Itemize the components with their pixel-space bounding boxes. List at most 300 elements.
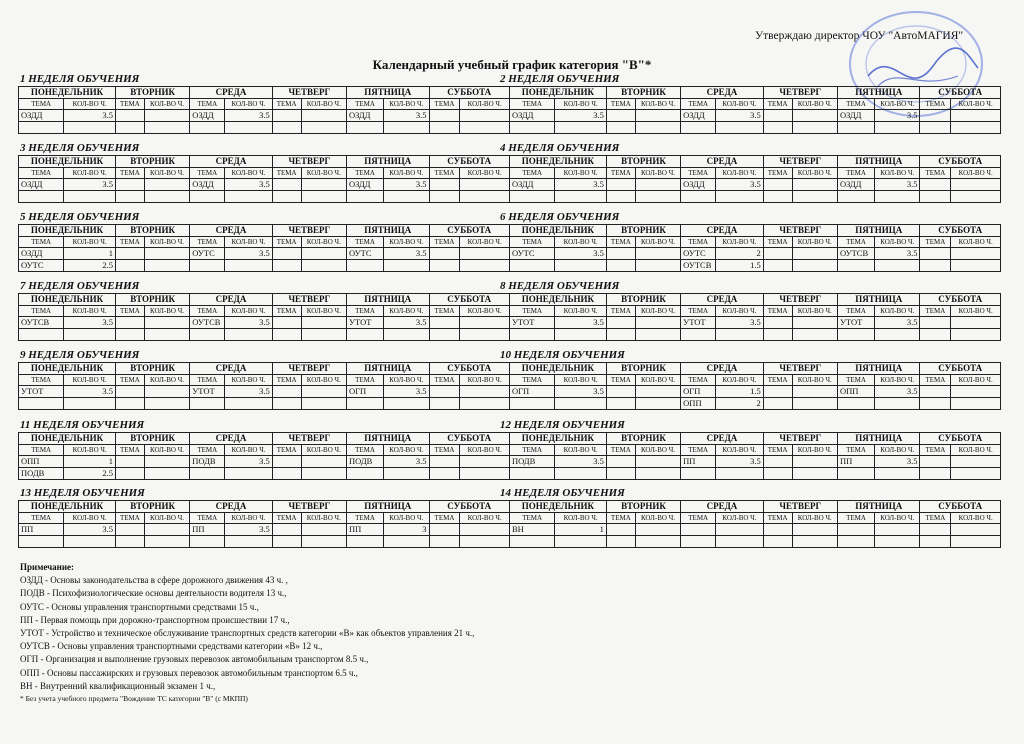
hours-cell	[951, 122, 1001, 134]
topic-cell: ПОДВ	[19, 468, 64, 480]
hours-cell	[792, 386, 837, 398]
hours-cell	[792, 468, 837, 480]
hours-cell	[792, 329, 837, 341]
day-header: СУББОТА	[920, 501, 1001, 513]
col-topic-header: ТЕМА	[606, 375, 635, 386]
hours-cell	[225, 122, 272, 134]
col-topic-header: ТЕМА	[429, 375, 460, 386]
col-topic-header: ТЕМА	[19, 306, 64, 317]
day-header: ПОНЕДЕЛЬНИК	[509, 433, 606, 445]
topic-cell	[606, 260, 635, 272]
hours-cell	[144, 524, 189, 536]
hours-cell	[225, 329, 272, 341]
hours-cell: 1.5	[716, 386, 763, 398]
topic-cell	[115, 260, 144, 272]
col-hours-header: КОЛ-ВО Ч.	[635, 237, 680, 248]
hours-cell	[635, 179, 680, 191]
col-hours-header: КОЛ-ВО Ч.	[555, 375, 607, 386]
hours-cell	[301, 386, 346, 398]
day-header: ПОНЕДЕЛЬНИК	[509, 156, 606, 168]
hours-cell	[301, 248, 346, 260]
col-topic-header: ТЕМА	[920, 306, 951, 317]
hours-cell	[301, 110, 346, 122]
day-header: ЧЕТВЕРГ	[763, 501, 837, 513]
hours-cell	[635, 456, 680, 468]
col-hours-header: КОЛ-ВО Ч.	[144, 99, 189, 110]
day-header: ПОНЕДЕЛЬНИК	[19, 156, 116, 168]
schedule-table	[18, 86, 1001, 134]
schedule-table	[18, 500, 1001, 548]
col-hours-header: КОЛ-ВО Ч.	[875, 375, 920, 386]
topic-cell: ОЗДД	[837, 179, 874, 191]
hours-cell	[792, 536, 837, 548]
hours-cell	[635, 260, 680, 272]
col-topic-header: ТЕМА	[346, 445, 383, 456]
topic-cell	[429, 260, 460, 272]
col-hours-header: КОЛ-ВО Ч.	[875, 445, 920, 456]
hours-cell	[460, 524, 510, 536]
col-topic-header: ТЕМА	[115, 375, 144, 386]
day-header: ПЯТНИЦА	[346, 294, 429, 306]
col-hours-header: КОЛ-ВО Ч.	[951, 445, 1001, 456]
hours-cell: 3.5	[225, 110, 272, 122]
topic-cell	[920, 524, 951, 536]
topic-cell: ВН	[509, 524, 554, 536]
hours-cell	[460, 191, 510, 203]
hours-cell	[716, 191, 763, 203]
col-hours-header: КОЛ-ВО Ч.	[460, 445, 510, 456]
topic-cell: ОЗДД	[190, 110, 225, 122]
col-hours-header: КОЛ-ВО Ч.	[716, 99, 763, 110]
week-label: 2 НЕДЕЛЯ ОБУЧЕНИЯ	[500, 73, 620, 85]
hours-cell: 3.5	[555, 179, 607, 191]
topic-cell	[190, 468, 225, 480]
hours-cell	[301, 536, 346, 548]
hours-cell	[635, 398, 680, 410]
day-header: ПОНЕДЕЛЬНИК	[509, 363, 606, 375]
week-label: 5 НЕДЕЛЯ ОБУЧЕНИЯ	[20, 211, 140, 223]
topic-cell	[115, 191, 144, 203]
day-header: СРЕДА	[681, 87, 764, 99]
topic-cell	[509, 191, 554, 203]
topic-cell	[606, 456, 635, 468]
day-header: ЧЕТВЕРГ	[272, 433, 346, 445]
col-topic-header: ТЕМА	[115, 237, 144, 248]
col-hours-header: КОЛ-ВО Ч.	[384, 445, 429, 456]
topic-cell	[429, 122, 460, 134]
col-topic-header: ТЕМА	[429, 168, 460, 179]
col-hours-header: КОЛ-ВО Ч.	[460, 375, 510, 386]
topic-cell	[606, 122, 635, 134]
col-topic-header: ТЕМА	[115, 99, 144, 110]
topic-cell	[920, 260, 951, 272]
day-header: ПЯТНИЦА	[346, 225, 429, 237]
topic-cell	[19, 122, 64, 134]
topic-cell: ОЗДД	[681, 179, 716, 191]
col-hours-header: КОЛ-ВО Ч.	[792, 375, 837, 386]
topic-cell	[429, 456, 460, 468]
col-topic-header: ТЕМА	[19, 99, 64, 110]
day-header: ЧЕТВЕРГ	[763, 294, 837, 306]
topic-cell	[272, 317, 301, 329]
topic-cell	[509, 536, 554, 548]
col-hours-header: КОЛ-ВО Ч.	[144, 513, 189, 524]
hours-cell	[384, 329, 429, 341]
col-topic-header: ТЕМА	[115, 168, 144, 179]
hours-cell	[716, 524, 763, 536]
hours-cell	[144, 110, 189, 122]
hours-cell	[384, 536, 429, 548]
hours-cell	[144, 398, 189, 410]
hours-cell: 3.5	[225, 386, 272, 398]
col-topic-header: ТЕМА	[429, 445, 460, 456]
hours-cell	[635, 524, 680, 536]
topic-cell	[115, 456, 144, 468]
hours-cell	[875, 468, 920, 480]
col-topic-header: ТЕМА	[681, 513, 716, 524]
week-label: 14 НЕДЕЛЯ ОБУЧЕНИЯ	[500, 487, 625, 499]
topic-cell	[606, 386, 635, 398]
topic-cell	[681, 329, 716, 341]
topic-cell	[19, 329, 64, 341]
hours-cell	[64, 191, 116, 203]
day-header: ПЯТНИЦА	[346, 433, 429, 445]
day-header: СРЕДА	[681, 294, 764, 306]
topic-cell: ПОДВ	[346, 456, 383, 468]
topic-cell	[346, 536, 383, 548]
topic-cell: ОУТС	[190, 248, 225, 260]
col-hours-header: КОЛ-ВО Ч.	[635, 375, 680, 386]
hours-cell	[384, 191, 429, 203]
col-topic-header: ТЕМА	[429, 99, 460, 110]
topic-cell	[763, 110, 792, 122]
hours-cell	[144, 386, 189, 398]
col-hours-header: КОЛ-ВО Ч.	[64, 168, 116, 179]
hours-cell	[555, 398, 607, 410]
col-hours-header: КОЛ-ВО Ч.	[144, 306, 189, 317]
col-topic-header: ТЕМА	[19, 513, 64, 524]
topic-cell	[429, 191, 460, 203]
topic-cell: ОУТС	[19, 260, 64, 272]
col-hours-header: КОЛ-ВО Ч.	[225, 237, 272, 248]
col-topic-header: ТЕМА	[681, 99, 716, 110]
topic-cell: ОЗДД	[19, 179, 64, 191]
hours-cell	[144, 179, 189, 191]
hours-cell	[225, 191, 272, 203]
hours-cell	[460, 386, 510, 398]
topic-cell	[837, 536, 874, 548]
hours-cell	[716, 536, 763, 548]
note-item: ОУТСВ - Основы управления транспортными средствами категории «В» 12 ч.,	[20, 641, 323, 652]
topic-cell	[837, 122, 874, 134]
hours-cell: 2	[716, 398, 763, 410]
col-hours-header: КОЛ-ВО Ч.	[64, 375, 116, 386]
topic-cell	[681, 122, 716, 134]
col-hours-header: КОЛ-ВО Ч.	[555, 306, 607, 317]
topic-cell: ОЗДД	[346, 110, 383, 122]
topic-cell	[429, 179, 460, 191]
week-label: 11 НЕДЕЛЯ ОБУЧЕНИЯ	[20, 419, 145, 431]
topic-cell	[115, 179, 144, 191]
col-topic-header: ТЕМА	[190, 168, 225, 179]
hours-cell: 3.5	[225, 456, 272, 468]
topic-cell	[606, 191, 635, 203]
col-hours-header: КОЛ-ВО Ч.	[555, 513, 607, 524]
day-header: ЧЕТВЕРГ	[272, 363, 346, 375]
col-topic-header: ТЕМА	[837, 168, 874, 179]
topic-cell	[920, 179, 951, 191]
col-topic-header: ТЕМА	[606, 445, 635, 456]
week-label: 1 НЕДЕЛЯ ОБУЧЕНИЯ	[20, 73, 140, 85]
note-item: ВН - Внутренний квалификационный экзамен 1 ч.,	[20, 680, 216, 691]
hours-cell	[951, 110, 1001, 122]
day-header: ЧЕТВЕРГ	[763, 156, 837, 168]
footnote: * Без учета учебного предмета "Вождение ТС категории "В" (с МКПП)	[20, 694, 248, 704]
hours-cell	[460, 179, 510, 191]
topic-cell: ОПП	[681, 398, 716, 410]
topic-cell: ОУТС	[346, 248, 383, 260]
hours-cell	[635, 191, 680, 203]
hours-cell: 3.5	[64, 386, 116, 398]
topic-cell	[346, 191, 383, 203]
col-topic-header: ТЕМА	[606, 237, 635, 248]
day-header: ПОНЕДЕЛЬНИК	[509, 294, 606, 306]
day-header: ПЯТНИЦА	[837, 363, 920, 375]
col-topic-header: ТЕМА	[509, 445, 554, 456]
hours-cell: 3.5	[716, 456, 763, 468]
hours-cell	[792, 248, 837, 260]
day-header: СРЕДА	[681, 225, 764, 237]
topic-cell: ПП	[190, 524, 225, 536]
topic-cell	[606, 110, 635, 122]
col-topic-header: ТЕМА	[429, 237, 460, 248]
col-hours-header: КОЛ-ВО Ч.	[555, 237, 607, 248]
hours-cell	[555, 122, 607, 134]
col-topic-header: ТЕМА	[763, 306, 792, 317]
hours-cell: 2.5	[64, 260, 116, 272]
week-label: 6 НЕДЕЛЯ ОБУЧЕНИЯ	[500, 211, 620, 223]
day-header: СРЕДА	[190, 87, 273, 99]
hours-cell	[460, 398, 510, 410]
col-hours-header: КОЛ-ВО Ч.	[716, 237, 763, 248]
day-header: ПЯТНИЦА	[837, 433, 920, 445]
hours-cell	[635, 386, 680, 398]
hours-cell	[144, 248, 189, 260]
topic-cell	[920, 110, 951, 122]
day-header: ПОНЕДЕЛЬНИК	[509, 225, 606, 237]
topic-cell	[115, 248, 144, 260]
topic-cell: УТОТ	[19, 386, 64, 398]
topic-cell	[115, 122, 144, 134]
hours-cell: 3.5	[225, 179, 272, 191]
day-header: ПОНЕДЕЛЬНИК	[19, 87, 116, 99]
col-topic-header: ТЕМА	[190, 375, 225, 386]
hours-cell	[301, 179, 346, 191]
topic-cell	[272, 398, 301, 410]
hours-cell	[460, 329, 510, 341]
day-header: ВТОРНИК	[606, 225, 680, 237]
col-topic-header: ТЕМА	[190, 445, 225, 456]
note-item: ОЗДД - Основы законодательства в сфере дорожного движения 43 ч. ,	[20, 575, 288, 586]
hours-cell: 3.5	[384, 248, 429, 260]
week-label: 10 НЕДЕЛЯ ОБУЧЕНИЯ	[500, 349, 625, 361]
day-header: ЧЕТВЕРГ	[272, 501, 346, 513]
topic-cell: ОЗДД	[509, 179, 554, 191]
hours-cell	[460, 122, 510, 134]
hours-cell	[635, 110, 680, 122]
topic-cell	[429, 110, 460, 122]
hours-cell: 3.5	[555, 317, 607, 329]
topic-cell	[837, 524, 874, 536]
col-topic-header: ТЕМА	[920, 237, 951, 248]
topic-cell: ОГП	[681, 386, 716, 398]
hours-cell	[384, 398, 429, 410]
col-hours-header: КОЛ-ВО Ч.	[792, 513, 837, 524]
note-item: УТОТ - Устройство и техническое обслуживание транспортных средств категории «В» как объектов управления 21 ч.,	[20, 628, 475, 639]
hours-cell	[792, 456, 837, 468]
col-hours-header: КОЛ-ВО Ч.	[716, 445, 763, 456]
topic-cell	[606, 317, 635, 329]
col-topic-header: ТЕМА	[681, 168, 716, 179]
hours-cell: 3.5	[225, 317, 272, 329]
day-header: СУББОТА	[429, 87, 509, 99]
hours-cell: 2.5	[64, 468, 116, 480]
hours-cell: 3.5	[716, 179, 763, 191]
topic-cell: ОПП	[837, 386, 874, 398]
day-header: ВТОРНИК	[606, 156, 680, 168]
topic-cell	[272, 536, 301, 548]
day-header: ПОНЕДЕЛЬНИК	[509, 501, 606, 513]
topic-cell	[509, 122, 554, 134]
topic-cell	[763, 468, 792, 480]
hours-cell	[144, 122, 189, 134]
topic-cell	[681, 468, 716, 480]
topic-cell: ПП	[19, 524, 64, 536]
topic-cell: УТОТ	[346, 317, 383, 329]
day-header: СРЕДА	[190, 501, 273, 513]
week-label: 4 НЕДЕЛЯ ОБУЧЕНИЯ	[500, 142, 620, 154]
topic-cell	[509, 468, 554, 480]
topic-cell: УТОТ	[509, 317, 554, 329]
topic-cell	[606, 468, 635, 480]
topic-cell: ОЗДД	[190, 179, 225, 191]
col-topic-header: ТЕМА	[19, 237, 64, 248]
col-topic-header: ТЕМА	[509, 306, 554, 317]
col-hours-header: КОЛ-ВО Ч.	[716, 375, 763, 386]
topic-cell	[920, 386, 951, 398]
hours-cell: 3.5	[64, 524, 116, 536]
hours-cell: 3.5	[875, 248, 920, 260]
day-header: ЧЕТВЕРГ	[272, 87, 346, 99]
note-item: ПП - Первая помощь при дорожно-транспортном происшествии 17 ч.,	[20, 614, 290, 625]
hours-cell: 3.5	[384, 179, 429, 191]
col-topic-header: ТЕМА	[837, 99, 874, 110]
day-header: ПОНЕДЕЛЬНИК	[19, 501, 116, 513]
col-topic-header: ТЕМА	[346, 306, 383, 317]
col-topic-header: ТЕМА	[346, 99, 383, 110]
topic-cell	[346, 329, 383, 341]
col-topic-header: ТЕМА	[681, 306, 716, 317]
col-hours-header: КОЛ-ВО Ч.	[716, 168, 763, 179]
col-topic-header: ТЕМА	[606, 99, 635, 110]
topic-cell	[837, 468, 874, 480]
col-hours-header: КОЛ-ВО Ч.	[225, 99, 272, 110]
day-header: ВТОРНИК	[606, 87, 680, 99]
topic-cell	[190, 329, 225, 341]
topic-cell	[606, 248, 635, 260]
topic-cell	[429, 468, 460, 480]
hours-cell	[301, 329, 346, 341]
col-topic-header: ТЕМА	[920, 168, 951, 179]
col-topic-header: ТЕМА	[763, 513, 792, 524]
col-hours-header: КОЛ-ВО Ч.	[64, 445, 116, 456]
note-item: ПОДВ - Психофизиологические основы деятельности водителя 13 ч.,	[20, 588, 287, 599]
day-header: ВТОРНИК	[606, 501, 680, 513]
day-header: ВТОРНИК	[115, 87, 189, 99]
day-header: ПЯТНИЦА	[346, 156, 429, 168]
col-hours-header: КОЛ-ВО Ч.	[225, 445, 272, 456]
col-topic-header: ТЕМА	[681, 375, 716, 386]
hours-cell	[301, 122, 346, 134]
hours-cell	[384, 260, 429, 272]
col-hours-header: КОЛ-ВО Ч.	[635, 168, 680, 179]
hours-cell: 3.5	[555, 386, 607, 398]
topic-cell	[19, 536, 64, 548]
col-topic-header: ТЕМА	[272, 375, 301, 386]
hours-cell	[716, 329, 763, 341]
schedule-table	[18, 224, 1001, 272]
col-hours-header: КОЛ-ВО Ч.	[875, 306, 920, 317]
hours-cell	[951, 317, 1001, 329]
col-hours-header: КОЛ-ВО Ч.	[951, 306, 1001, 317]
hours-cell	[301, 524, 346, 536]
hours-cell	[225, 536, 272, 548]
day-header: ЧЕТВЕРГ	[272, 225, 346, 237]
notes-section	[20, 561, 474, 704]
hours-cell	[144, 468, 189, 480]
day-header: ВТОРНИК	[115, 294, 189, 306]
day-header: СУББОТА	[429, 225, 509, 237]
hours-cell	[384, 468, 429, 480]
topic-cell	[681, 191, 716, 203]
topic-cell	[429, 248, 460, 260]
topic-cell: ОГП	[346, 386, 383, 398]
col-hours-header: КОЛ-ВО Ч.	[460, 513, 510, 524]
hours-cell: 1	[64, 456, 116, 468]
day-header: ПЯТНИЦА	[346, 501, 429, 513]
hours-cell: 3.5	[875, 179, 920, 191]
document-title: Календарный учебный график категория "B"*	[372, 57, 652, 72]
hours-cell: 2	[716, 248, 763, 260]
week-label: 12 НЕДЕЛЯ ОБУЧЕНИЯ	[500, 419, 625, 431]
col-hours-header: КОЛ-ВО Ч.	[555, 168, 607, 179]
topic-cell	[681, 536, 716, 548]
col-hours-header: КОЛ-ВО Ч.	[555, 445, 607, 456]
hours-cell	[951, 536, 1001, 548]
col-topic-header: ТЕМА	[509, 99, 554, 110]
col-hours-header: КОЛ-ВО Ч.	[460, 306, 510, 317]
col-topic-header: ТЕМА	[272, 513, 301, 524]
day-header: ВТОРНИК	[606, 294, 680, 306]
day-header: ПОНЕДЕЛЬНИК	[19, 225, 116, 237]
hours-cell: 3.5	[384, 317, 429, 329]
col-topic-header: ТЕМА	[190, 306, 225, 317]
col-hours-header: КОЛ-ВО Ч.	[64, 237, 116, 248]
topic-cell: ОЗДД	[19, 110, 64, 122]
hours-cell	[460, 317, 510, 329]
hours-cell	[875, 536, 920, 548]
hours-cell	[951, 179, 1001, 191]
